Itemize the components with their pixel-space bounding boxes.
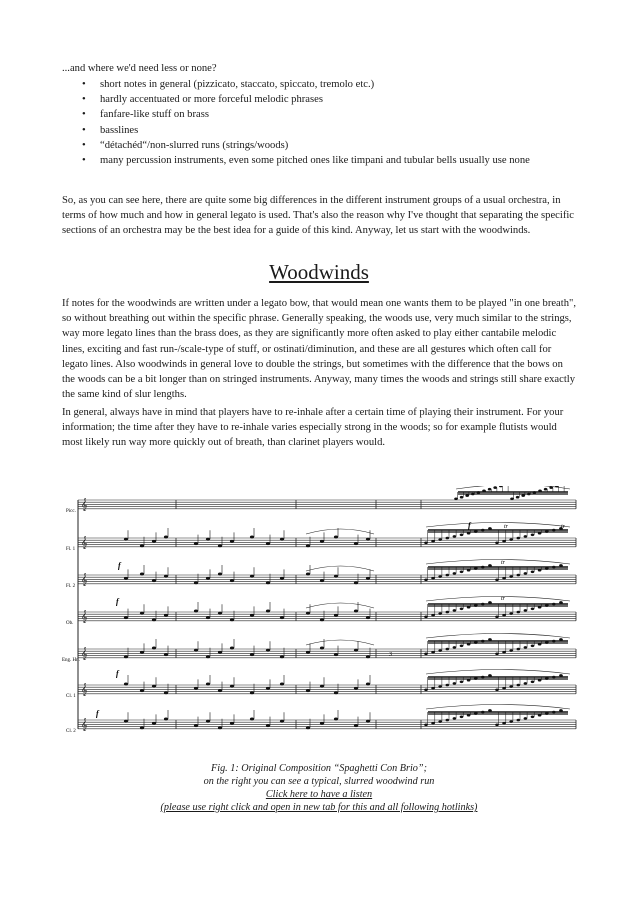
note-head xyxy=(509,538,513,541)
note-head xyxy=(124,577,128,580)
note-head xyxy=(280,616,284,619)
note-head xyxy=(320,579,324,582)
note-head xyxy=(453,609,457,612)
note-head xyxy=(517,537,521,540)
note-head xyxy=(124,538,128,541)
slur xyxy=(426,670,570,675)
note-head xyxy=(140,544,144,547)
note-head xyxy=(164,614,168,617)
trill-marking: tr xyxy=(501,560,506,566)
dynamic-marking: f xyxy=(96,709,99,718)
paragraph-breathing: In general, always have in mind that players have to re-inhale after a certain time of playing their instrument. For your information; the time after they have to re-inhale varies especially strong in the woods; so for example flutists would most likely run way more quickly out of breath, than clarinet players would. xyxy=(62,407,564,449)
note-head xyxy=(152,579,156,582)
slur xyxy=(426,560,570,565)
note-head xyxy=(424,724,428,727)
note-head xyxy=(431,614,435,617)
note-head xyxy=(524,572,528,575)
note-head xyxy=(495,616,499,619)
trill-marking: tr xyxy=(561,524,566,530)
bullet-item: • fanfare-like stuff on brass xyxy=(62,107,562,122)
note-head xyxy=(218,573,222,576)
note-head xyxy=(266,581,270,584)
note-head xyxy=(366,720,370,723)
note-head xyxy=(517,719,521,722)
note-head xyxy=(164,536,168,539)
note-head xyxy=(194,542,198,545)
note-head xyxy=(531,534,535,537)
note-head xyxy=(493,486,497,489)
note-head xyxy=(531,645,535,648)
triplet-marking: 3 xyxy=(389,652,392,658)
slur xyxy=(426,634,570,639)
instrument-label: Fl. 1 xyxy=(66,547,76,552)
note-head xyxy=(140,726,144,729)
caption-line-2: on the right you can see a typical, slurred woodwind run xyxy=(203,776,435,787)
note-head xyxy=(509,685,513,688)
note-head xyxy=(509,575,513,578)
figure-caption xyxy=(0,762,638,814)
note-head xyxy=(517,611,521,614)
note-head xyxy=(206,720,210,723)
note-head xyxy=(266,649,270,652)
note-head xyxy=(524,609,528,612)
paragraph-woodwinds: If notes for the woodwinds are written under a legato bow, that would mean one wants them to be played "in one breath", so without breathing out within the specific phrase. Generally speaking, the woods use, very much similar to the strings, way more legato lines than the brass does, as they are significantly more often asked to play either cantabile melodic lines, exciting and fast run-/scale-type of stuff, or ostinati/diminution, and these are all gestures which often call for legato lines. Also woodwinds in general love to double the strings, but sometimes with the difference that the bows on the woods can be a bit longer than on stringed instruments. Anyway, many times the woods and strings still share exactly the same kind of slur lengths. xyxy=(62,298,576,401)
note-head xyxy=(250,614,254,617)
note-head xyxy=(366,538,370,541)
note-head xyxy=(194,610,198,613)
note-head xyxy=(334,718,338,721)
note-head xyxy=(164,691,168,694)
note-head xyxy=(280,720,284,723)
note-head xyxy=(524,717,528,720)
bullet-list xyxy=(62,77,562,168)
note-head xyxy=(250,691,254,694)
note-head xyxy=(366,683,370,686)
clef-glyph: 𝄞 xyxy=(81,536,88,549)
note-head xyxy=(509,720,513,723)
note-head xyxy=(509,612,513,615)
note-head xyxy=(306,612,310,615)
note-head xyxy=(431,577,435,580)
note-head xyxy=(152,618,156,621)
note-head xyxy=(164,653,168,656)
slur xyxy=(306,529,374,534)
note-head xyxy=(495,724,499,727)
note-head xyxy=(438,649,442,652)
note-head xyxy=(453,646,457,649)
clef-glyph: 𝄞 xyxy=(81,610,88,623)
bullet-item: • hardly accentuated or more forceful melodic phrases xyxy=(62,92,562,107)
note-head xyxy=(531,716,535,719)
note-head xyxy=(424,616,428,619)
trill-marking: tr xyxy=(501,596,506,602)
note-head xyxy=(306,689,310,692)
note-head xyxy=(460,645,464,648)
note-head xyxy=(438,720,442,723)
note-head xyxy=(266,610,270,613)
clef-glyph: 𝄞 xyxy=(81,683,88,696)
note-head xyxy=(152,722,156,725)
note-head xyxy=(460,496,464,499)
listen-link[interactable]: Click here to have a listen xyxy=(265,789,373,800)
note-head xyxy=(366,577,370,580)
instrument-label: Ob. xyxy=(66,621,74,626)
note-head xyxy=(266,687,270,690)
note-head xyxy=(460,571,464,574)
note-head xyxy=(266,724,270,727)
note-head xyxy=(431,687,435,690)
bullet-item: • “détachéd“/non-slurred runs (strings/woods) xyxy=(62,138,562,153)
note-head xyxy=(206,655,210,658)
note-head xyxy=(230,540,234,543)
note-head xyxy=(306,544,310,547)
note-head xyxy=(502,540,506,543)
note-head xyxy=(164,575,168,578)
instrument-label: Picc. xyxy=(66,509,76,514)
intro-line: ...and where we'd need less or none? xyxy=(62,63,217,74)
slur xyxy=(426,523,570,528)
note-head xyxy=(446,719,450,722)
note-head xyxy=(206,577,210,580)
note-head xyxy=(250,575,254,578)
note-head xyxy=(194,724,198,727)
note-head xyxy=(495,542,499,545)
note-head xyxy=(164,718,168,721)
note-head xyxy=(354,542,358,545)
note-head xyxy=(509,649,513,652)
note-head xyxy=(320,540,324,543)
note-head xyxy=(140,573,144,576)
note-head xyxy=(502,614,506,617)
note-head xyxy=(306,726,310,729)
note-head xyxy=(124,616,128,619)
note-head xyxy=(446,537,450,540)
note-head xyxy=(230,722,234,725)
note-head xyxy=(354,724,358,727)
note-head xyxy=(334,653,338,656)
note-head xyxy=(334,575,338,578)
note-head xyxy=(460,534,464,537)
note-head xyxy=(424,542,428,545)
instrument-label: Fl. 2 xyxy=(66,584,76,589)
note-head xyxy=(453,535,457,538)
section-heading: Woodwinds xyxy=(269,260,369,284)
note-head xyxy=(524,535,528,538)
dynamic-marking: f xyxy=(116,597,119,606)
note-head xyxy=(438,575,442,578)
bullet-item: • many percussion instruments, even some pitched ones like timpani and tubular bells usually use none xyxy=(62,153,562,168)
note-head xyxy=(152,685,156,688)
note-head xyxy=(152,540,156,543)
note-head xyxy=(124,683,128,686)
note-head xyxy=(517,574,521,577)
note-head xyxy=(431,651,435,654)
note-head xyxy=(250,653,254,656)
instrument-label: Cl. 2 xyxy=(66,729,76,734)
note-head xyxy=(306,573,310,576)
note-head xyxy=(502,577,506,580)
note-head xyxy=(250,718,254,721)
note-head xyxy=(510,498,514,501)
caption-line-1: Fig. 1: Original Composition “Spaghetti Con Brio”; xyxy=(211,763,427,774)
note-head xyxy=(431,722,435,725)
trill-marking: tr xyxy=(504,524,509,530)
note-head xyxy=(250,536,254,539)
instrument-label: Eng. Hn. xyxy=(62,658,80,663)
instrument-label: Cl. 1 xyxy=(66,694,76,699)
note-head xyxy=(549,486,553,489)
note-head xyxy=(460,608,464,611)
note-head xyxy=(230,579,234,582)
note-head xyxy=(320,618,324,621)
note-head xyxy=(499,486,503,487)
note-head xyxy=(446,684,450,687)
note-head xyxy=(280,538,284,541)
clef-glyph: 𝄞 xyxy=(81,498,88,511)
note-head xyxy=(453,572,457,575)
note-head xyxy=(502,651,506,654)
dynamic-marking: f xyxy=(468,521,471,530)
note-head xyxy=(495,653,499,656)
note-head xyxy=(334,536,338,539)
note-head xyxy=(517,648,521,651)
paragraph-intro: So, as you can see here, there are quite some big differences in the different instrument groups of a usual orchestra, in terms of how much and how in general legato is used. That's also the reason why I've thought that separating the specific sections of an orchestra may be the best idea for a guide of this kind. Anyway, let us start with the woodwinds. xyxy=(62,195,574,237)
note-head xyxy=(424,653,428,656)
slur xyxy=(306,566,374,571)
note-head xyxy=(438,612,442,615)
note-head xyxy=(438,538,442,541)
note-head xyxy=(218,612,222,615)
note-head xyxy=(266,542,270,545)
note-head xyxy=(320,722,324,725)
note-head xyxy=(124,720,128,723)
note-head xyxy=(531,681,535,684)
note-head xyxy=(320,647,324,650)
note-head xyxy=(454,498,458,501)
clef-glyph: 𝄞 xyxy=(81,647,88,660)
note-head xyxy=(206,616,210,619)
note-head xyxy=(531,571,535,574)
slur xyxy=(306,640,374,645)
note-head xyxy=(453,717,457,720)
note-head xyxy=(446,574,450,577)
note-head xyxy=(230,618,234,621)
note-head xyxy=(524,646,528,649)
note-head xyxy=(194,649,198,652)
note-head xyxy=(517,684,521,687)
note-head xyxy=(446,611,450,614)
note-head xyxy=(524,682,528,685)
note-head xyxy=(453,682,457,685)
note-head xyxy=(502,722,506,725)
note-head xyxy=(218,544,222,547)
note-head xyxy=(465,494,469,497)
note-head xyxy=(438,685,442,688)
note-head xyxy=(354,610,358,613)
note-head xyxy=(460,716,464,719)
note-head xyxy=(334,614,338,617)
note-head xyxy=(431,540,435,543)
slur xyxy=(426,597,570,602)
note-head xyxy=(124,655,128,658)
note-head xyxy=(366,616,370,619)
caption-note: (please use right click and open in new tab for this and all following hotlinks) xyxy=(160,802,478,813)
note-head xyxy=(424,579,428,582)
note-head xyxy=(488,488,492,491)
note-head xyxy=(354,687,358,690)
note-head xyxy=(206,683,210,686)
note-head xyxy=(460,681,464,684)
slur xyxy=(426,705,570,710)
dynamic-marking: f xyxy=(118,561,121,570)
note-head xyxy=(424,689,428,692)
bullet-item: • basslines xyxy=(62,123,562,138)
note-head xyxy=(280,683,284,686)
note-head xyxy=(194,581,198,584)
note-head xyxy=(140,612,144,615)
note-head xyxy=(230,647,234,650)
note-head xyxy=(334,691,338,694)
note-head xyxy=(366,655,370,658)
note-head xyxy=(140,651,144,654)
note-head xyxy=(140,689,144,692)
note-head xyxy=(306,651,310,654)
note-head xyxy=(502,687,506,690)
slur xyxy=(306,603,374,608)
note-head xyxy=(516,496,520,499)
note-head xyxy=(521,494,525,497)
note-head xyxy=(446,648,450,651)
bullet-item: • short notes in general (pizzicato, staccato, spiccato, tremolo etc.) xyxy=(62,77,562,92)
note-head xyxy=(531,608,535,611)
note-head xyxy=(544,488,548,491)
note-head xyxy=(495,579,499,582)
note-head xyxy=(495,689,499,692)
dynamic-marking: f xyxy=(116,669,119,678)
note-head xyxy=(218,689,222,692)
note-head xyxy=(230,685,234,688)
note-head xyxy=(206,538,210,541)
clef-glyph: 𝄞 xyxy=(81,718,88,731)
note-head xyxy=(354,649,358,652)
note-head xyxy=(280,655,284,658)
score-excerpt-image xyxy=(56,486,584,748)
note-head xyxy=(320,685,324,688)
note-head xyxy=(280,577,284,580)
note-head xyxy=(152,647,156,650)
note-head xyxy=(354,581,358,584)
note-head xyxy=(194,687,198,690)
clef-glyph: 𝄞 xyxy=(81,573,88,586)
note-head xyxy=(218,651,222,654)
note-head xyxy=(218,726,222,729)
